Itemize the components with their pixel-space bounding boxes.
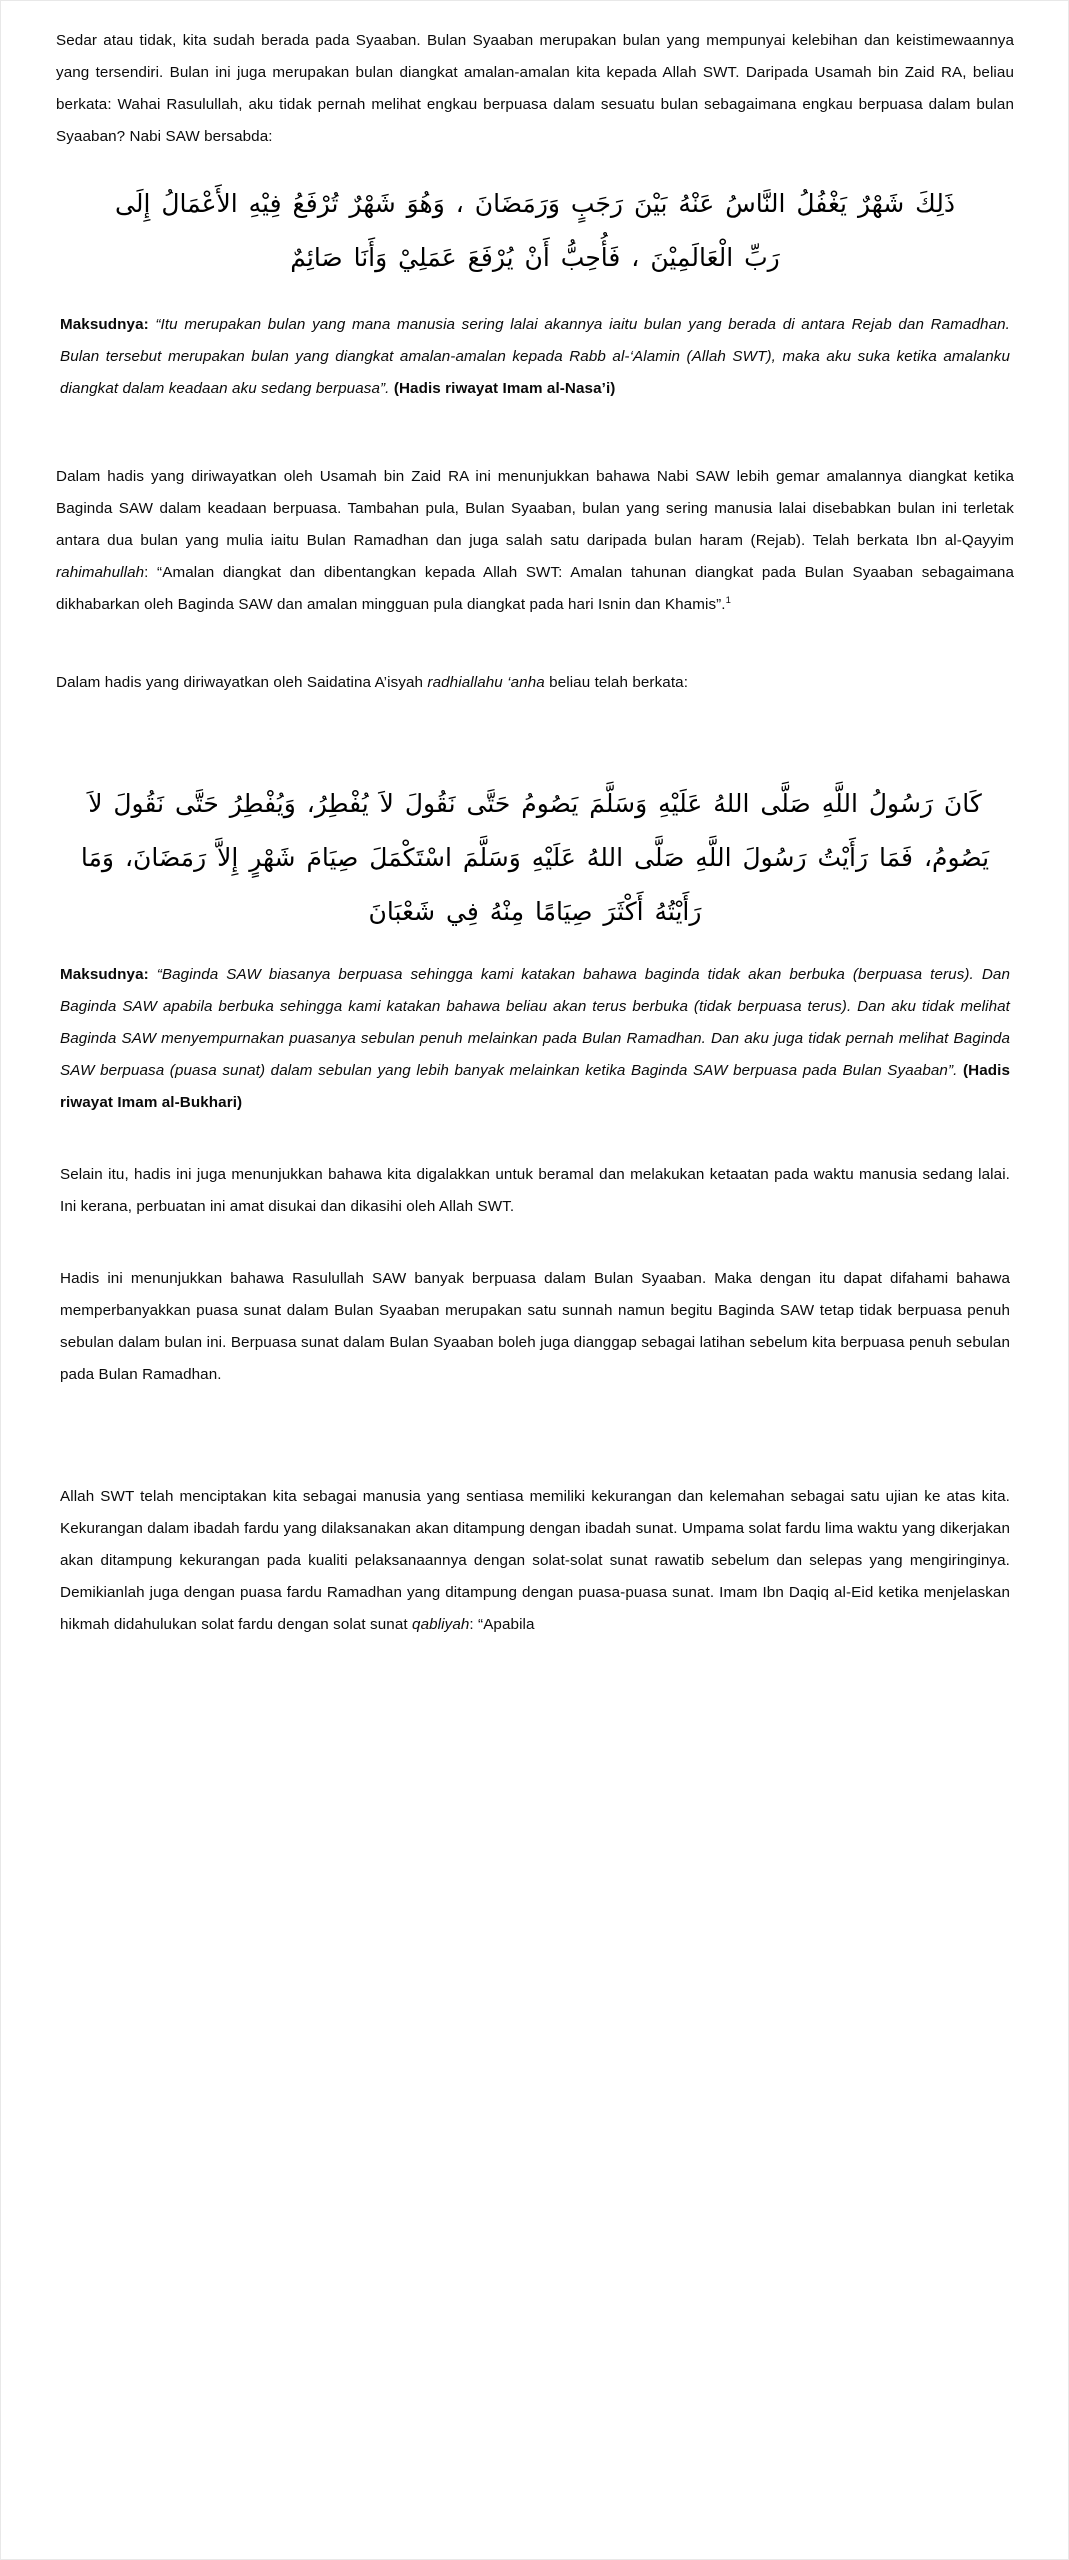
footnote-marker-1[interactable]: 1 xyxy=(725,594,732,606)
hadith-1-arabic-line-2: رَبِّ الْعَالَمِيْنَ ، فَأُحِبُّ أَنْ يُرْفَعَ عَمَلِيْ وَأَنَا صَائِمٌ xyxy=(290,243,780,272)
intro-2-part-1: Dalam hadis yang diriwayatkan oleh Saidatina A’isyah xyxy=(56,674,428,691)
translation-2-block xyxy=(60,959,1010,1119)
commentary-4-part-2: : “Apabila xyxy=(469,1616,535,1633)
translation-1-quote: “Itu merupakan bulan yang mana manusia sering lalai akannya iaitu bulan yang berada di antara Rejab dan Ramadhan. Bulan tersebut merupakan bulan yang diangkat amalan-amalan kepada Rabb al-‘Alamin (Allah SWT), maka aku suka ketika amalanku diangkat dalam keadaan aku sedang berpuasa”. xyxy=(60,316,1011,397)
commentary-1-part-1: Dalam hadis yang diriwayatkan oleh Usamah bin Zaid RA ini menunjukkan bahawa Nabi SAW lebih gemar amalannya diangkat ketika Baginda SAW dalam keadaan berpuasa. Tambahan pula, Bulan Syaaban, bulan yang sering manusia lalai disebabkan bulan ini terletak antara dua bulan yang mulia iaitu Bulan Ramadhan dan juga salah satu daripada bulan haram (Rejab). Telah berkata Ibn al-Qayyim xyxy=(56,468,1014,549)
intro-2-part-2: beliau telah berkata: xyxy=(544,674,689,691)
paragraph-commentary-1 xyxy=(56,461,1014,621)
translation-2-label: Maksudnya: xyxy=(60,966,149,983)
translation-1-label: Maksudnya: xyxy=(60,316,149,333)
commentary-4-part-1: Allah SWT telah menciptakan kita sebagai manusia yang sentiasa memiliki kekurangan dan kelemahan sebagai satu ujian ke atas kita. Kekurangan dalam ibadah fardu yang dilaksanakan akan ditampung dengan ibadah sunat. Umpama solat fardu lima waktu yang dikerjakan akan ditampung kekurangan pada kualiti pelaksanaannya dengan solat-solat sunat rawatib sebelum dan selepas yang mengiringinya. Demikianlah juga dengan puasa fardu Ramadhan yang ditampung dengan puasa-puasa sunat. Imam Ibn Daqiq al-Eid ketika menjelaskan hikmah didahulukan solat fardu dengan solat sunat xyxy=(60,1488,1010,1633)
paragraph-commentary-4 xyxy=(60,1481,1010,1641)
paragraph-intro xyxy=(56,25,1014,153)
paragraph-commentary-2 xyxy=(60,1159,1010,1223)
commentary-1-italic-term: rahimahullah xyxy=(56,564,145,581)
translation-1-block xyxy=(60,309,1010,405)
hadith-2-arabic-line-3: رَأَيْتُهُ أَكْثَرَ صِيَامًا مِنْهُ فِي شَعْبَانَ xyxy=(368,897,702,926)
paragraph-commentary-3 xyxy=(60,1263,1010,1391)
translation-2-quote: “Baginda SAW biasanya berpuasa sehingga kami katakan bahawa baginda tidak akan berbuka (berpuasa terus). Dan Baginda SAW apabila berbuka sehingga kami katakan bahawa beliau akan terus berbuka (tidak berpuasa terus). Dan aku tidak melihat Baginda SAW menyempurnakan puasanya sebulan penuh melainkan pada Bulan Ramadhan. Dan aku juga tidak pernah melihat Baginda SAW berpuasa (puasa sunat) dalam sebulan yang lebih banyak melainkan ketika Baginda SAW berpuasa pada Bulan Syaaban”. xyxy=(60,966,1010,1079)
intro-text: Sedar atau tidak, kita sudah berada pada Syaaban. Bulan Syaaban merupakan bulan yang mempunyai kelebihan dan keistimewaannya yang tersendiri. Bulan ini juga merupakan bulan diangkat amalan-amalan kita kepada Allah SWT. Daripada Usamah bin Zaid RA, beliau berkata: Wahai Rasulullah, aku tidak pernah melihat engkau berpuasa dalam sesuatu bulan sebagaimana engkau berpuasa dalam bulan Syaaban? Nabi SAW bersabda: xyxy=(56,32,1014,145)
translation-1-source: (Hadis riwayat Imam al-Nasa’i) xyxy=(393,380,616,397)
hadith-2-arabic-line-2: يَصُومُ، فَمَا رَأَيْتُ رَسُولَ اللَّهِ صَلَّى اللهُ عَلَيْهِ وَسَلَّمَ اسْتَكْمَلَ صِيَامَ شَهْرٍ إِلاَّ رَمَضَانَ، وَمَا xyxy=(80,843,990,872)
page-content xyxy=(56,1,1014,1641)
paragraph-intro-2 xyxy=(56,667,1014,699)
commentary-4-italic-term: qabliyah xyxy=(412,1616,470,1633)
intro-2-italic-term: radhiallahu ‘anha xyxy=(427,674,545,691)
hadith-1-arabic-line-1: ذَلِكَ شَهْرٌ يَغْفُلُ النَّاسُ عَنْهُ بَيْنَ رَجَبٍ وَرَمَضَانَ ، وَهُوَ شَهْرٌ تُرْفَعُ فِيْهِ الأَعْمَالُ إِلَى xyxy=(114,189,955,218)
translation-2-source: (Hadis riwayat Imam al-Bukhari) xyxy=(60,1062,1010,1111)
commentary-3-text: Hadis ini menunjukkan bahawa Rasulullah SAW banyak berpuasa dalam Bulan Syaaban. Maka dengan itu dapat difahami bahawa memperbanyakkan puasa sunat dalam Bulan Syaaban merupakan satu sunnah namun begitu Baginda SAW tetap tidak berpuasa penuh sebulan dalam bulan ini. Berpuasa sunat dalam Bulan Syaaban boleh juga dianggap sebagai latihan sebelum kita berpuasa penuh sebulan pada Bulan Ramadhan. xyxy=(60,1270,1010,1383)
commentary-2-text: Selain itu, hadis ini juga menunjukkan bahawa kita digalakkan untuk beramal dan melakukan ketaatan pada waktu manusia sedang lalai. Ini kerana, perbuatan ini amat disukai dan dikasihi oleh Allah SWT. xyxy=(60,1166,1010,1215)
hadith-2-arabic-line-1: كَانَ رَسُولُ اللَّهِ صَلَّى اللهُ عَلَيْهِ وَسَلَّمَ يَصُومُ حَتَّى نَقُولَ لاَ يُفْطِرُ، وَيُفْطِرُ حَتَّى نَقُولَ لاَ xyxy=(88,789,982,818)
commentary-1-part-2: : “Amalan diangkat dan dibentangkan kepada Allah SWT: Amalan tahunan diangkat pada Bulan Syaaban sebagaimana dikhabarkan oleh Baginda SAW dan amalan mingguan pula diangkat pada hari Isnin dan Khamis”. xyxy=(56,564,1014,613)
